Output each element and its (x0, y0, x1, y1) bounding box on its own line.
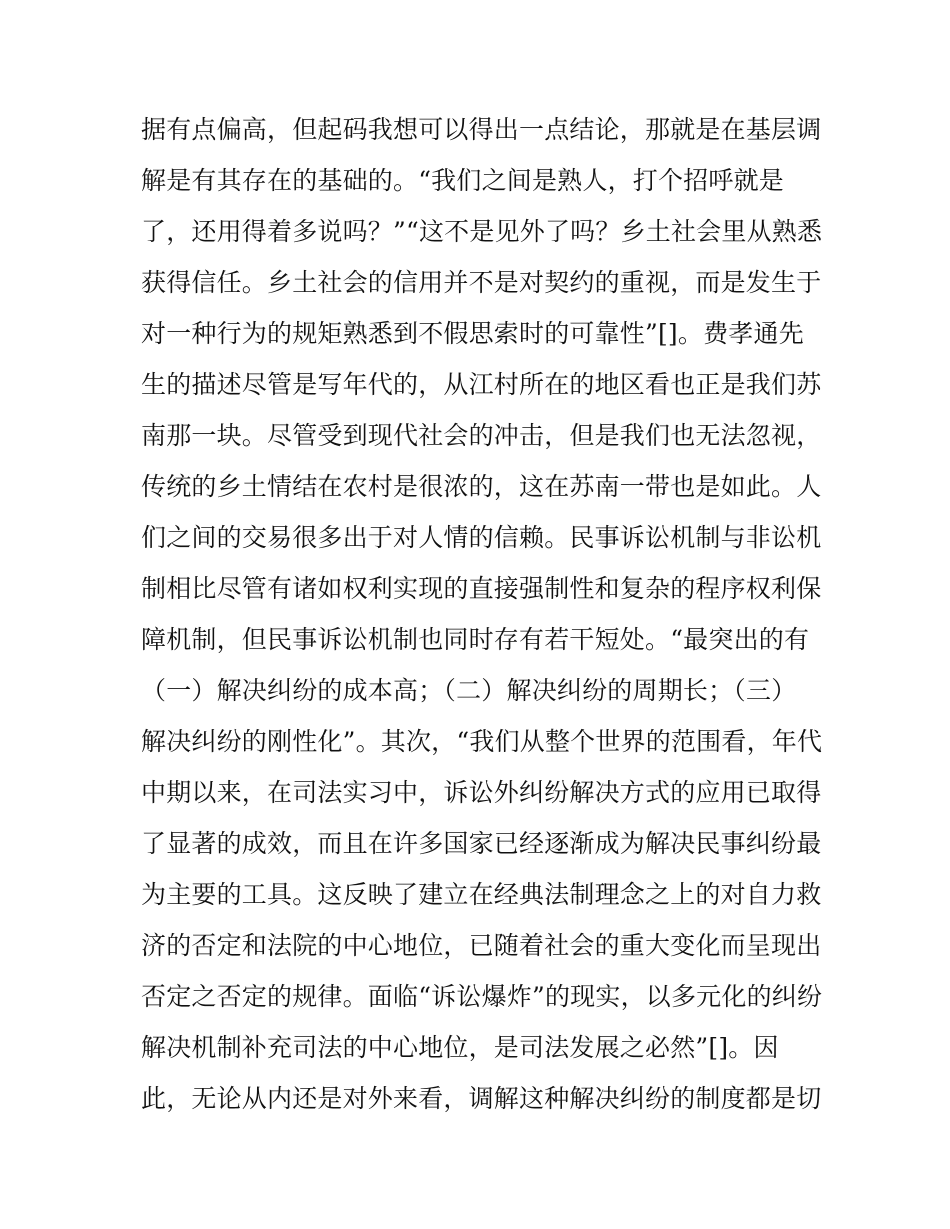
text-line: 此，无论从内还是对外来看，调解这种解决纠纷的制度都是切 (141, 1084, 822, 1113)
text-line: 制相比尽管有诸如权利实现的直接强制性和复杂的程序权利保 (141, 574, 822, 603)
text-line: 了显著的成效，而且在许多国家已经逐渐成为解决民事纠纷最 (141, 829, 822, 858)
text-line: 解是有其存在的基础的。“我们之间是熟人，打个招呼就是 (141, 166, 784, 195)
text-line: （一）解决纠纷的成本高；（二）解决纠纷的周期长；（三） (141, 676, 797, 705)
text-line: 南那一块。尽管受到现代社会的冲击，但是我们也无法忽视， (141, 421, 822, 450)
text-line: 否定之否定的规律。面临“诉讼爆炸”的现实，以多元化的纠纷 (141, 982, 823, 1011)
text-line: 解决纠纷的刚性化”。其次，“我们从整个世界的范围看，年代 (141, 727, 823, 756)
text-line: 对一种行为的规矩熟悉到不假思索时的可靠性”[]。费孝通先 (141, 319, 804, 348)
text-line: 济的否定和法院的中心地位，已随着社会的重大变化而呈现出 (141, 931, 822, 960)
text-line: 获得信任。乡土社会的信用并不是对契约的重视，而是发生于 (141, 268, 822, 297)
text-line: 障机制，但民事诉讼机制也同时存有若干短处。“最突出的有 (141, 625, 810, 654)
text-line: 传统的乡土情结在农村是很浓的，这在苏南一带也是如此。人 (141, 472, 822, 501)
text-line: 了，还用得着多说吗？”“这不是见外了吗？乡土社会里从熟悉 (141, 217, 823, 246)
body-text (141, 104, 821, 1124)
text-line: 生的描述尽管是写年代的，从江村所在的地区看也正是我们苏 (141, 370, 822, 399)
text-line: 解决机制补充司法的中心地位，是司法发展之必然”[]。因 (141, 1033, 779, 1062)
text-line: 们之间的交易很多出于对人情的信赖。民事诉讼机制与非讼机 (141, 523, 822, 552)
text-line: 中期以来，在司法实习中，诉讼外纠纷解决方式的应用已取得 (141, 778, 822, 807)
text-line: 为主要的工具。这反映了建立在经典法制理念之上的对自力救 (141, 880, 822, 909)
text-line: 据有点偏高，但起码我想可以得出一点结论，那就是在基层调 (141, 115, 822, 144)
